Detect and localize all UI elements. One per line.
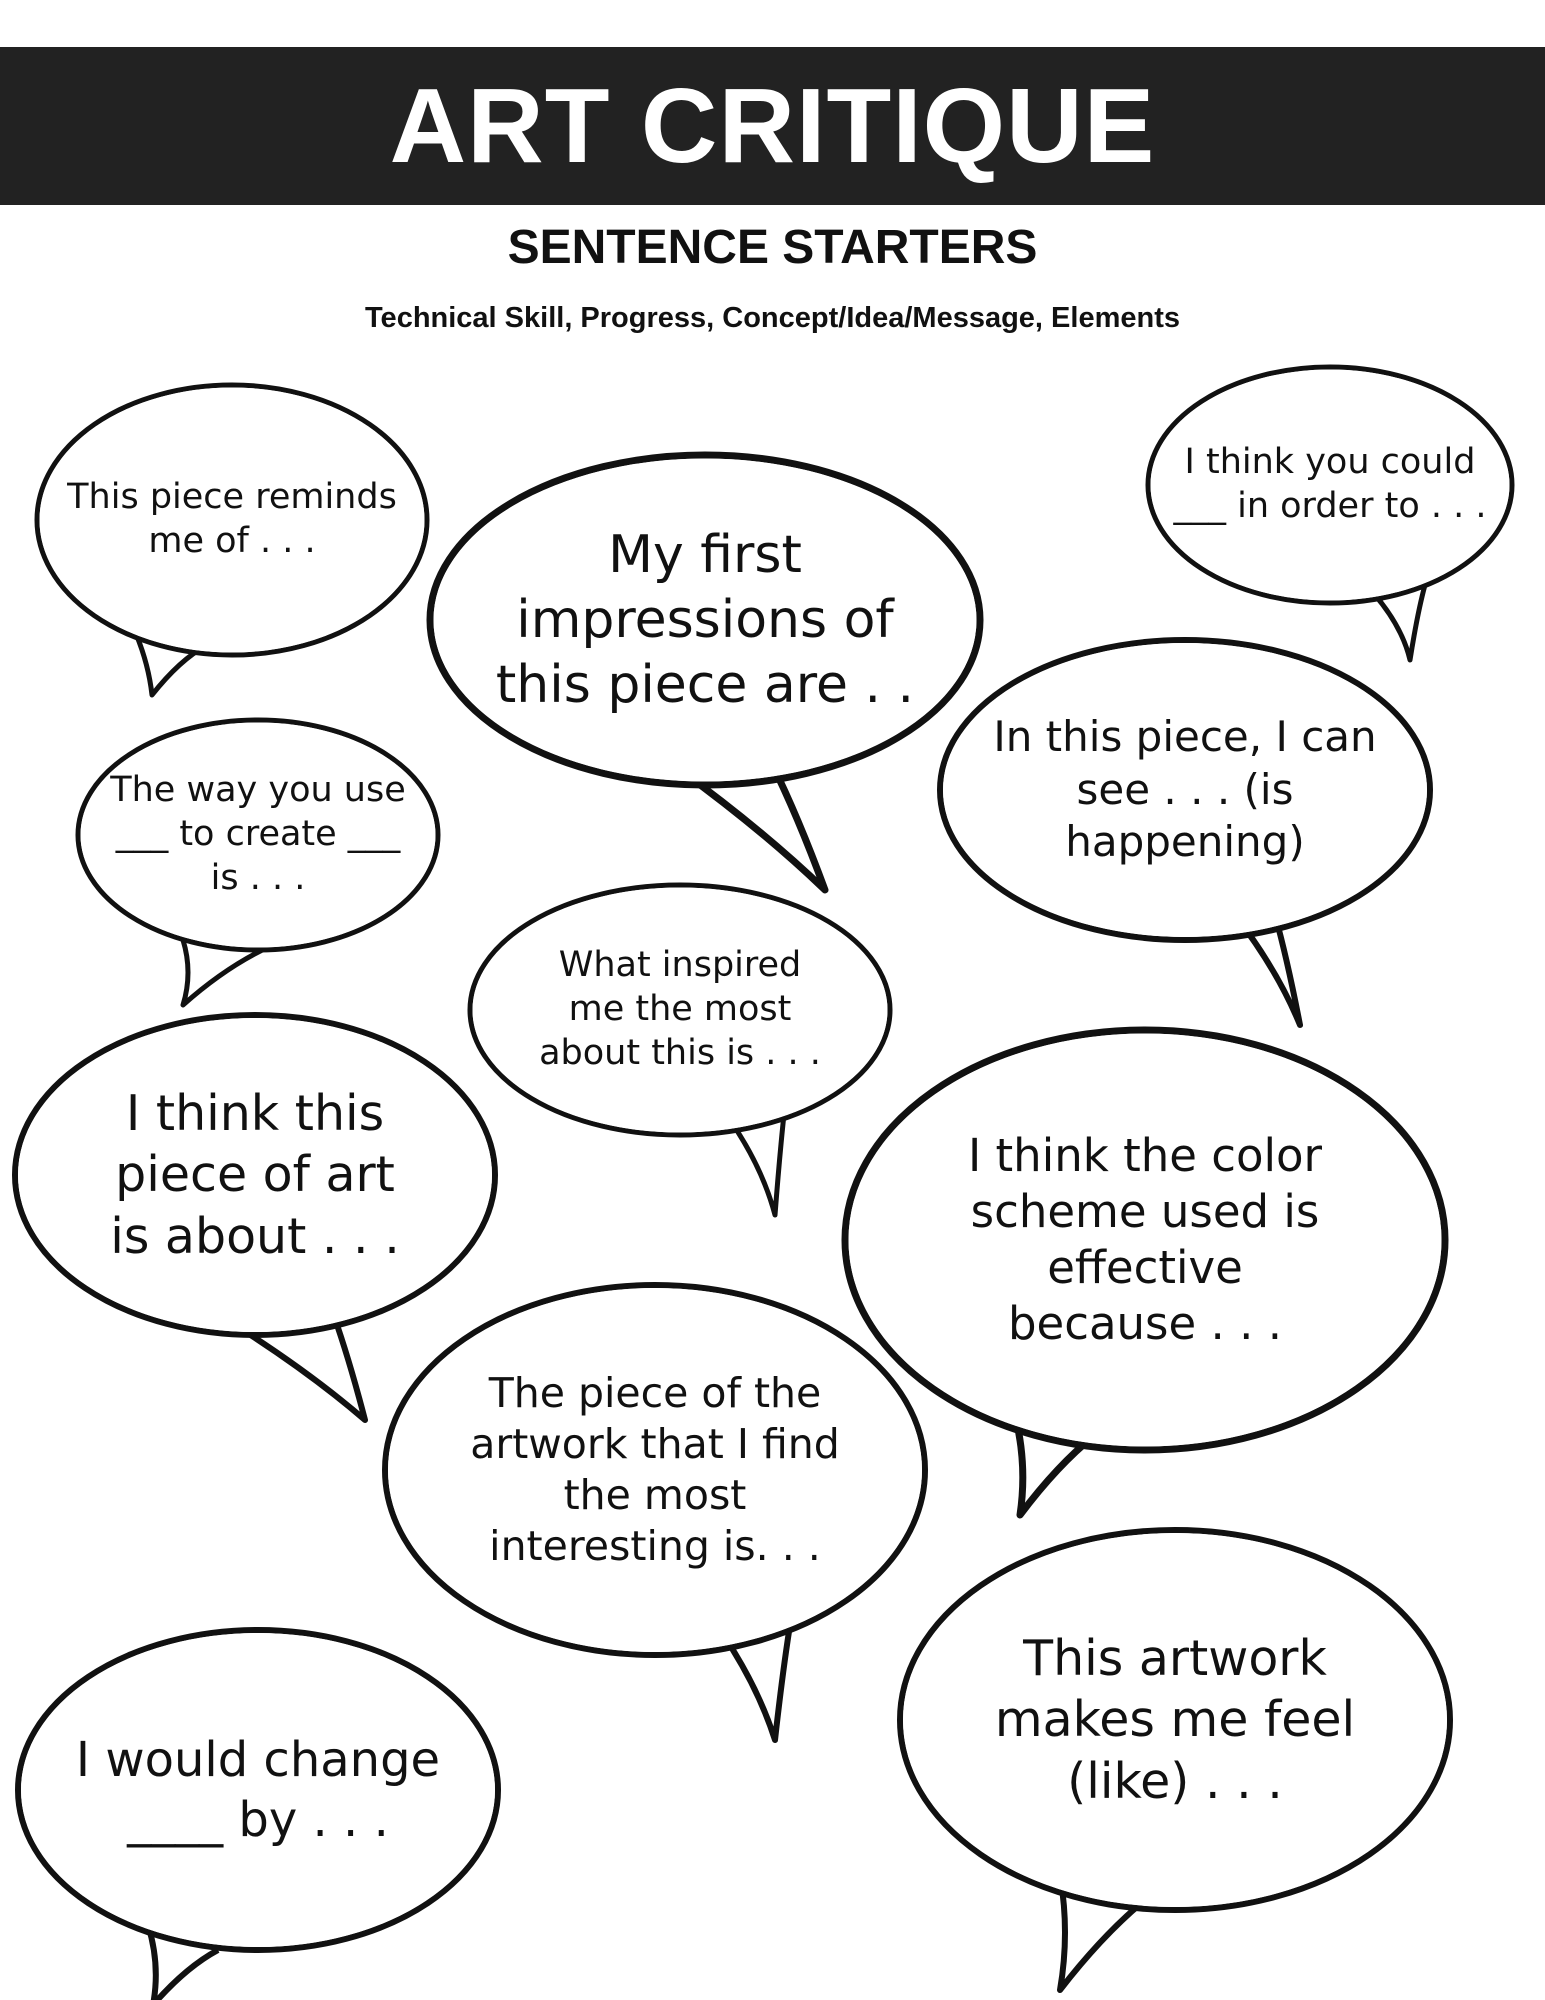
page-title: ART CRITIQUE [389, 67, 1156, 185]
page-subtitle: SENTENCE STARTERS [507, 221, 1038, 274]
bubble-line: because . . . [1007, 1297, 1283, 1351]
bubble-line: My first [608, 524, 802, 585]
bubble-line: In this piece, I can [993, 712, 1377, 762]
bubble-text-color [845, 1030, 1445, 1450]
bubble-text-interesting [385, 1285, 925, 1655]
bubble-line: is about . . . [110, 1207, 400, 1265]
bubble-line: The way you use [110, 770, 406, 811]
bubble-line: the most [563, 1471, 747, 1519]
bubble-line: is . . . [210, 857, 306, 898]
bubble-line: effective [1047, 1241, 1243, 1294]
bubble-line: The piece of the [488, 1368, 822, 1417]
bubble-text-see [940, 640, 1430, 940]
bubble-line: I think you could [1184, 442, 1476, 483]
bubble-line: makes me feel [994, 1691, 1356, 1749]
bubble-text-inspired [470, 885, 890, 1135]
bubble-text-feel [900, 1530, 1450, 1910]
bubble-line: impressions of [516, 589, 894, 650]
bubble-line: (like) . . . [1067, 1752, 1283, 1810]
bubble-lines [995, 1628, 1355, 1812]
bubble-line: What inspired [558, 945, 802, 986]
bubble-line: me of . . . [148, 521, 316, 561]
bubble-line: I would change [75, 1732, 441, 1788]
bubble-line: This artwork [1023, 1630, 1327, 1688]
bubble-text-way [78, 720, 438, 950]
bubble-lines [76, 1730, 440, 1850]
bubble-line: ___ in order to . . . [1173, 486, 1487, 526]
bubble-lines [968, 1128, 1322, 1353]
bubble-line: me the most [568, 989, 792, 1030]
bubble-text-first [430, 455, 980, 785]
bubble-text-could [1148, 367, 1512, 603]
bubble-line: piece of art [115, 1146, 395, 1204]
category-list: Technical Skill, Progress, Concept/Idea/Message, Elements [365, 302, 1180, 334]
bubble-lines [110, 1083, 400, 1267]
bubble-lines [110, 769, 406, 900]
bubble-line: interesting is. . . [489, 1522, 821, 1571]
bubble-lines [1173, 441, 1486, 529]
bubble-line: see . . . (is [1076, 764, 1294, 814]
bubble-text-reminds [37, 385, 427, 655]
bubble-line: ___ to create ___ [115, 814, 401, 855]
bubble-line: This piece reminds [67, 477, 397, 518]
bubble-lines [993, 711, 1376, 869]
bubble-lines [496, 523, 914, 718]
bubble-lines [470, 1368, 840, 1573]
bubble-line: this piece are . . [495, 654, 915, 715]
bubble-line: I think the color [967, 1128, 1323, 1182]
bubble-line: scheme used is [970, 1184, 1320, 1238]
bubble-line: happening) [1065, 817, 1305, 867]
bubble-line: artwork that I find [470, 1419, 840, 1468]
bubble-line: about this is . . . [539, 1032, 821, 1073]
bubble-text-change [18, 1630, 498, 1950]
bubble-lines [539, 944, 821, 1075]
bubble-line: ____ by . . . [127, 1792, 389, 1848]
bubble-line: I think this [125, 1085, 385, 1143]
bubble-lines [67, 476, 397, 564]
